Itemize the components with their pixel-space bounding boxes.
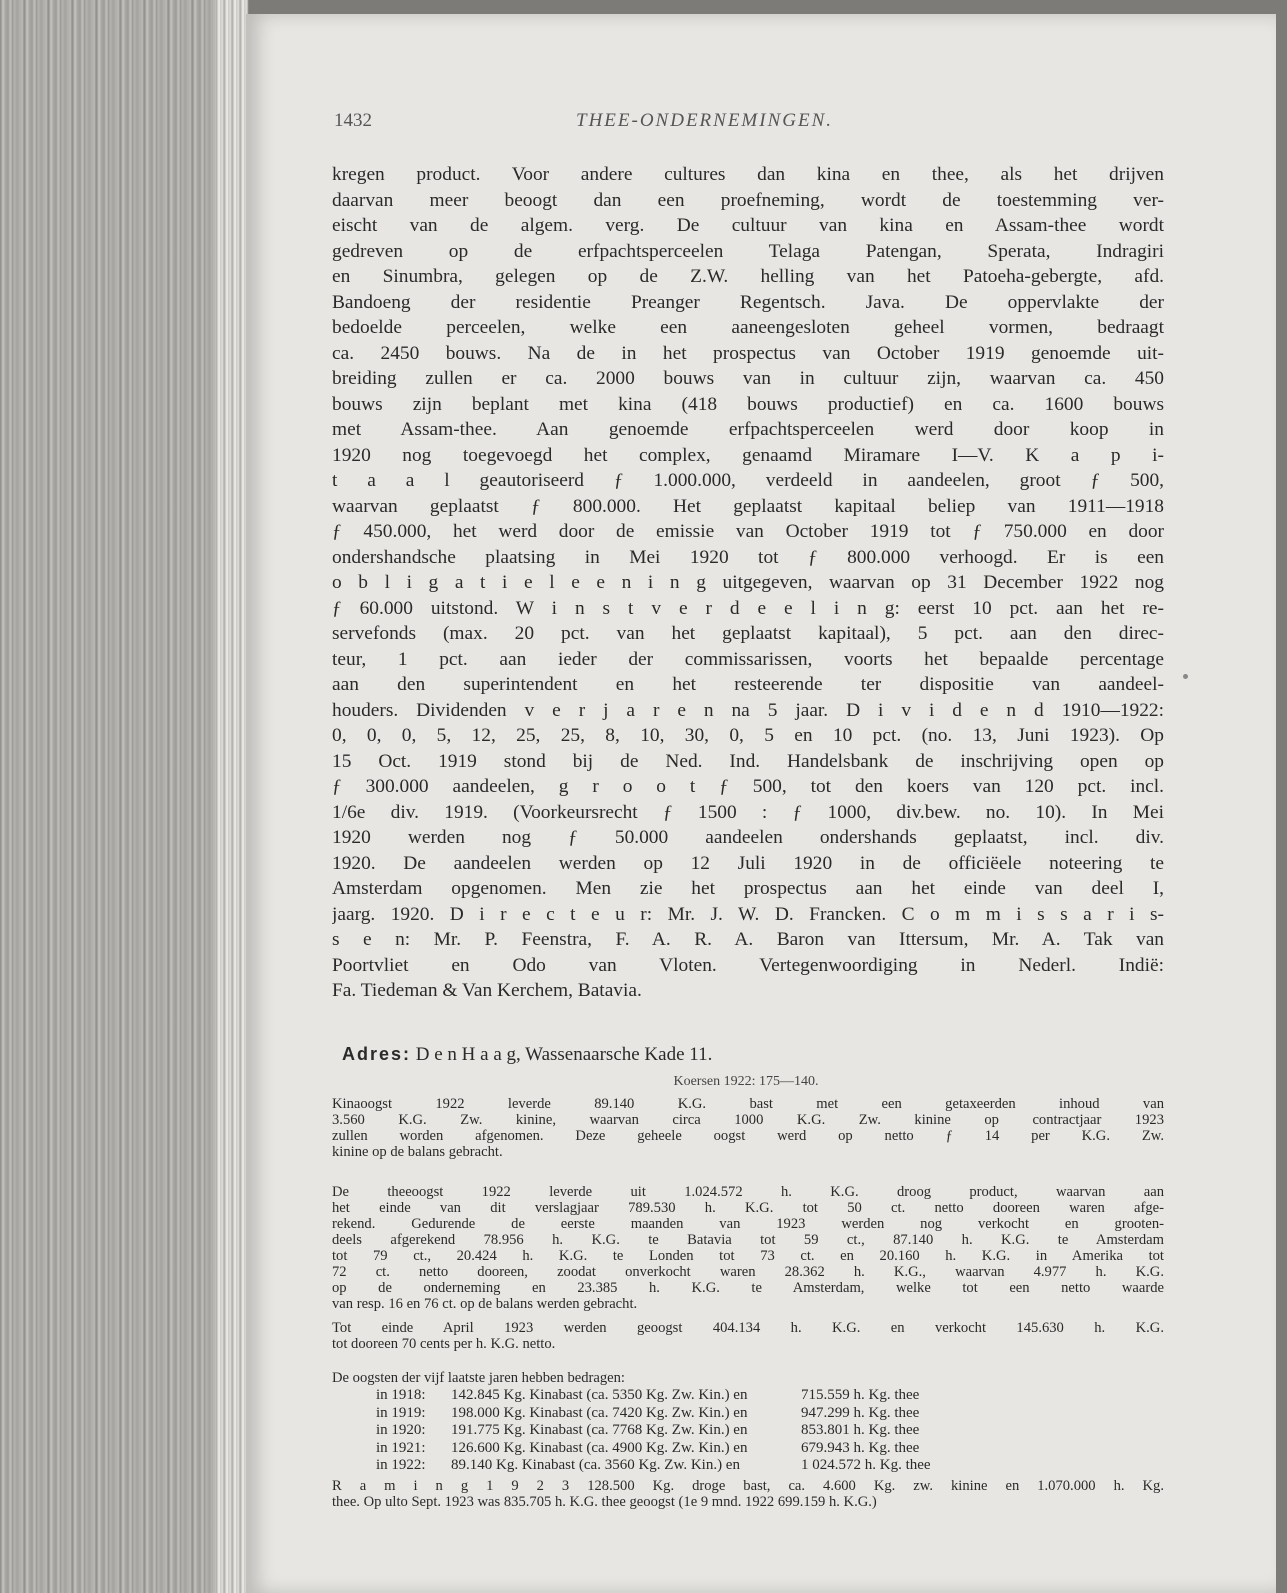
text-line: gedreven op de erfpachtsperceelen Telaga Patengan, Sperata, Indragiri: [332, 240, 1164, 262]
text-line: waarvan geplaatst ƒ 800.000. Het geplaatst kapitaal beliep van 1911—1918: [332, 495, 1164, 517]
text-line: ƒ 60.000 uitstond. W i n s t v e r d e e l i n g: eerst 10 pct. aan het re-: [332, 597, 1164, 619]
text-line: s e n: Mr. P. Feenstra, F. A. R. A. Baron van Ittersum, Mr. A. Tak van: [332, 929, 1164, 950]
book-spine-shadow: [0, 0, 215, 1593]
text-line: Bandoeng der residentie Preanger Regentsch. Java. De oppervlakte der: [332, 291, 1164, 313]
harvest-row: [376, 1457, 971, 1475]
text-line: Poortvliet en Odo van Vloten. Vertegenwoordiging in Nederl. Indië:: [332, 954, 1164, 976]
text-line: bedoelde perceelen, welke een aaneengesloten geheel vormen, bedraagt: [332, 317, 1164, 338]
text-line: De theeoogst 1922 leverde uit 1.024.572 h. K.G. droog product, waarvan aan: [332, 1184, 1164, 1200]
running-title: THEE-ONDERNEMINGEN.: [576, 110, 834, 131]
text-line: 1920 nog toegevoegd het complex, genaamd Miramare I—V. K a p i-: [332, 444, 1164, 466]
text-line: servefonds (max. 20 pct. van het geplaatst kapitaal), 5 pct. aan den direc-: [332, 623, 1164, 644]
text-line: 1920. De aandeelen werden op 12 Juli 1920 in de officiëele noteering te: [332, 852, 1164, 874]
ink-spot: [1183, 674, 1188, 679]
text-line: Tot einde April 1923 werden geoogst 404.134 h. K.G. en verkocht 145.630 h. K.G.: [332, 1320, 1164, 1336]
text-line: 0, 0, 0, 5, 12, 25, 25, 8, 10, 30, 0, 5 en 10 pct. (no. 13, Juni 1923). Op: [332, 725, 1164, 746]
harvest-row: [376, 1405, 971, 1423]
harvest-year: in 1920:: [376, 1422, 426, 1438]
text-line: ƒ 300.000 aandeelen, g r o o t ƒ 500, tot den koers van 120 pct. incl.: [332, 776, 1164, 797]
text-line: tot 79 ct., 20.424 h. K.G. te Londen tot 73 ct. en 20.160 h. K.G. in Amerika tot: [332, 1248, 1164, 1264]
text-line: houders. Dividenden v e r j a r e n na 5 jaar. D i v i d e n d 1910—1922:: [332, 699, 1164, 721]
text-line: ca. 2450 bouws. Na de in het prospectus van October 1919 genoemde uit-: [332, 342, 1164, 364]
text-line: o b l i g a t i e l e e n i n g uitgegeven, waarvan op 31 December 1922 nog: [332, 572, 1164, 593]
text-line: 1/6e div. 1919. (Voorkeursrecht ƒ 1500 : ƒ 1000, div.bew. no. 10). In Mei: [332, 801, 1164, 823]
main-paragraph: [332, 162, 1164, 1004]
kina-harvest-paragraph: [332, 1096, 1164, 1160]
harvest-kina: 126.600 Kg. Kinabast (ca. 4900 Kg. Zw. Kin.) en: [451, 1439, 748, 1456]
quotations-text: Koersen 1922: 175—140.: [673, 1074, 819, 1089]
harvest-year: in 1918:: [376, 1387, 426, 1403]
harvest-kina: 142.845 Kg. Kinabast (ca. 5350 Kg. Zw. Kin.) en: [451, 1387, 748, 1403]
april-sales-paragraph: [332, 1320, 1164, 1352]
text-line: 72 ct. netto dooreen, zoodat onverkocht waren 28.362 h. K.G., waarvan 4.977 h. K.G.: [332, 1264, 1164, 1280]
book-page: [246, 14, 1276, 1593]
harvest-tea: 1 024.572 h. Kg. thee: [801, 1457, 931, 1473]
text-line: ƒ 450.000, het werd door de emissie van October 1919 tot ƒ 750.000 en door: [332, 521, 1164, 542]
text-line: het einde van dit verslagjaar 789.530 h. K.G. tot 50 ct. netto dooreen waren afge-: [332, 1200, 1164, 1216]
text-line: breiding zullen er ca. 2000 bouws van in cultuur zijn, waarvan ca. 450: [332, 368, 1164, 389]
text-line: teur, 1 pct. aan ieder der commissarissen, voorts het bepaalde percentage: [332, 648, 1164, 670]
text-line: Fa. Tiedeman & Van Kerchem, Batavia.: [332, 980, 642, 1001]
harvest-tea: 947.299 h. Kg. thee: [801, 1404, 920, 1421]
harvest-kina: 198.000 Kg. Kinabast (ca. 7420 Kg. Zw. Kin.) en: [451, 1404, 748, 1421]
text-line: kregen product. Voor andere cultures dan kina en thee, als het drijven: [332, 164, 1164, 185]
harvest-tea: 679.943 h. Kg. thee: [801, 1439, 920, 1456]
text-line: jaarg. 1920. D i r e c t e u r: Mr. J. W. D. Francken. C o m m i s s a r i s-: [332, 903, 1164, 925]
harvest-row: [376, 1387, 971, 1405]
harvest-row: [376, 1440, 971, 1458]
text-line: 1920 werden nog ƒ 50.000 aandeelen ondershands geplaatst, incl. div.: [332, 827, 1164, 848]
text-line: eischt van de algem. verg. De cultuur van kina en Assam-thee wordt: [332, 215, 1164, 236]
text-line: kinine op de balans gebracht.: [332, 1144, 503, 1160]
harvest-year: in 1921:: [376, 1439, 426, 1456]
text-line: en Sinumbra, gelegen op de Z.W. helling van het Patoeha-gebergte, afd.: [332, 266, 1164, 287]
tea-harvest-paragraph: [332, 1184, 1164, 1312]
page-number: 1432: [334, 110, 372, 131]
text-line: zullen worden afgenomen. Deze geheele oogst werd op netto ƒ 14 per K.G. Zw.: [332, 1128, 1164, 1144]
text-line: Amsterdam opgenomen. Men zie het prospectus aan het einde van deel I,: [332, 878, 1164, 899]
harvest-tea: 853.801 h. Kg. thee: [801, 1422, 920, 1438]
address-label: Adres:: [342, 1044, 412, 1064]
harvest-year: in 1922:: [376, 1457, 426, 1473]
harvest-tea: 715.559 h. Kg. thee: [801, 1387, 920, 1403]
page-header: [334, 110, 1164, 144]
quotations-line: [246, 1074, 1276, 1090]
text-line: 15 Oct. 1919 stond bij de Ned. Ind. Handelsbank de inschrijving open op: [332, 750, 1164, 772]
harvest-intro: [332, 1370, 1164, 1386]
harvest-kina: 191.775 Kg. Kinabast (ca. 7768 Kg. Zw. Kin.) en: [451, 1422, 748, 1438]
harvest-kina: 89.140 Kg. Kinabast (ca. 3560 Kg. Zw. Kin.) en: [451, 1457, 740, 1473]
harvest-intro-text: De oogsten der vijf laatste jaren hebben bedragen:: [332, 1370, 625, 1386]
text-line: aan den superintendent en het resteerende ter dispositie van aandeel-: [332, 674, 1164, 695]
text-line: van resp. 16 en 76 ct. op de balans werden gebracht.: [332, 1296, 638, 1312]
text-line: ondershandsche plaatsing in Mei 1920 tot ƒ 800.000 verhoogd. Er is een: [332, 546, 1164, 568]
text-line: t a a l geautoriseerd ƒ 1.000.000, verdeeld in aandeelen, groot ƒ 500,: [332, 470, 1164, 491]
harvest-table: [376, 1387, 971, 1475]
text-line: Kinaoogst 1922 leverde 89.140 K.G. bast met een getaxeerden inhoud van: [332, 1096, 1164, 1112]
text-line: tot dooreen 70 cents per h. K.G. netto.: [332, 1336, 556, 1352]
text-line: met Assam-thee. Aan genoemde erfpachtsperceelen werd door koop in: [332, 419, 1164, 440]
address-value: D e n H a a g, Wassenaarsche Kade 11.: [415, 1044, 713, 1065]
text-line: op de onderneming en 23.385 h. K.G. te Amsterdam, welke tot een netto waarde: [332, 1280, 1164, 1296]
text-line: bouws zijn beplant met kina (418 bouws productief) en ca. 1600 bouws: [332, 393, 1164, 415]
text-line: deels afgerekend 78.956 h. K.G. te Batavia tot 59 ct., 87.140 h. K.G. te Amsterdam: [332, 1232, 1164, 1248]
text-line: thee. Op ulto Sept. 1923 was 835.705 h. K.G. thee geoogst (1e 9 mnd. 1922 699.159 h. K.G.): [332, 1494, 877, 1510]
harvest-year: in 1919:: [376, 1404, 426, 1421]
estimate-paragraph: [332, 1478, 1164, 1510]
harvest-row: [376, 1422, 971, 1440]
text-line: daarvan meer beoogt dan een proefneming, wordt de toestemming ver-: [332, 189, 1164, 211]
text-line: 3.560 K.G. Zw. kinine, waarvan circa 1000 K.G. Zw. kinine op contractjaar 1923: [332, 1112, 1164, 1128]
address-line: [342, 1044, 712, 1066]
text-line: rekend. Gedurende de eerste maanden van 1923 werden nog verkocht en grooten-: [332, 1216, 1164, 1232]
text-line: R a m i n g 1 9 2 3 128.500 Kg. droge bast, ca. 4.600 Kg. zw. kinine en 1.070.000 h. Kg.: [332, 1478, 1164, 1494]
